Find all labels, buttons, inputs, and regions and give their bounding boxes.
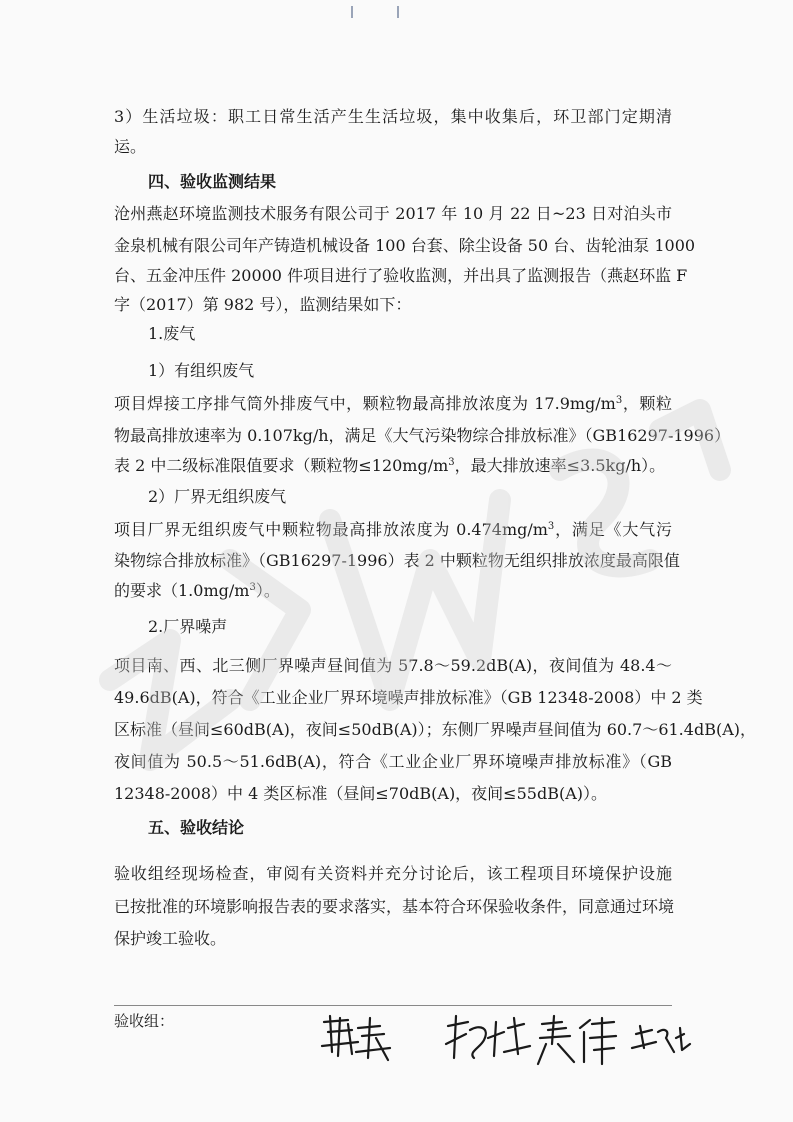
acceptance-group-label: 验收组：: [114, 1012, 175, 1030]
scan-mark: [351, 6, 353, 18]
paragraph-line: 沧州燕赵环境监测技术服务有限公司于 2017 年 10 月 22 日~23 日对泊头市: [114, 204, 672, 223]
handwritten-signatures: [318, 1008, 698, 1078]
subheading-noise: 2.厂界噪声: [148, 617, 228, 636]
paragraph-line: 已按批准的环境影响报告表的要求落实，基本符合环保验收条件，同意通过环境: [114, 897, 675, 916]
section-heading-4: 四、验收监测结果: [148, 172, 277, 191]
scan-mark: [397, 6, 399, 18]
paragraph-line: 项目南、西、北三侧厂界噪声昼间值为 57.8～59.2dB(A)，夜间值为 48.4～: [114, 656, 672, 675]
paragraph-line: 保护竣工验收。: [114, 929, 227, 948]
paragraph-line: 项目厂界无组织废气中颗粒物最高排放浓度为 $0.474mg/m^3$，满足《大气污: [114, 520, 672, 539]
paragraph-line: 项目焊接工序排气筒外排废气中，颗粒物最高排放浓度为 $17.9mg/m^3$，颗粒: [114, 394, 672, 413]
paragraph-line: 12348-2008）中 4 类区标准（昼间≤70dB(A)，夜间≤55dB(A)）。: [114, 784, 607, 803]
divider: [114, 1005, 672, 1006]
subheading-exhaust-gas: 1.废气: [148, 324, 196, 343]
paragraph-line: 运。: [114, 137, 147, 156]
paragraph-line: 区标准（昼间≤60dB(A)，夜间≤50dB(A)）；东侧厂界噪声昼间值为 60.7～61.4dB(A)，: [114, 720, 756, 739]
paragraph-line: 3）生活垃圾：职工日常生活产生生活垃圾，集中收集后，环卫部门定期清: [114, 107, 672, 126]
paragraph-line: 验收组经现场检查，审阅有关资料并充分讨论后，该工程项目环境保护设施: [114, 864, 672, 883]
paragraph-line: 夜间值为 50.5～51.6dB(A)，符合《工业企业厂界环境噪声排放标准》（GB: [114, 752, 672, 771]
paragraph-line: 染物综合排放标准》（GB16297-1996）表 2 中颗粒物无组织排放浓度最高限值: [114, 551, 680, 570]
paragraph-line: 物最高排放速率为 0.107kg/h，满足《大气污染物综合排放标准》（GB16297-1996）: [114, 426, 731, 445]
paragraph-line: 的要求$(1.0mg/m^3)$。: [114, 581, 280, 600]
paragraph-line: 金泉机械有限公司年产铸造机械设备 100 台套、除尘设备 50 台、齿轮油泵 1000: [114, 236, 696, 255]
subheading-organized-exhaust: 1）有组织废气: [148, 361, 255, 380]
paragraph-line: 台、五金冲压件 20000 件项目进行了验收监测，并出具了监测报告（燕赵环监 F: [114, 266, 688, 285]
section-heading-5: 五、验收结论: [148, 818, 245, 837]
paragraph-line: 表 2 中二级标准限值要求（颗粒物$\le 120mg/m^3$，最大排放速率≤3.5kg/h）。: [114, 456, 666, 475]
paragraph-line: 49.6dB(A)，符合《工业企业厂界环境噪声排放标准》（GB 12348-2008）中 2 类: [114, 688, 703, 707]
paragraph-line: 字（2017）第 982 号），监测结果如下：: [114, 295, 412, 314]
subheading-unorganized-exhaust: 2）厂界无组织废气: [148, 487, 287, 506]
